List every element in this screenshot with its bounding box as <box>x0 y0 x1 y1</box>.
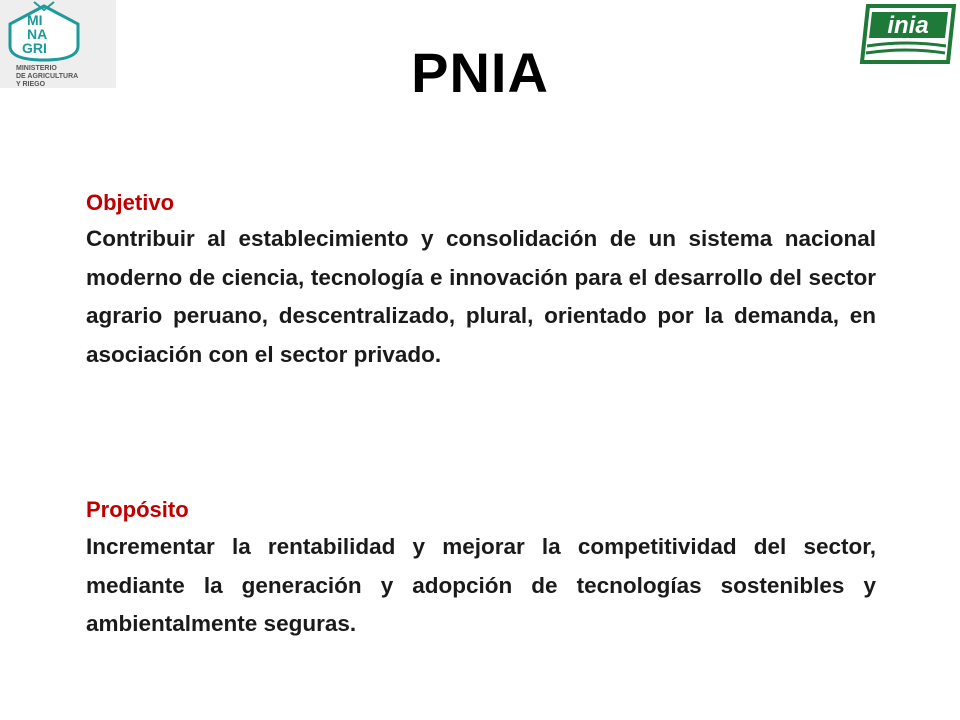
minagri-logo-subtitle-1: MINISTERIO <box>16 65 57 72</box>
minagri-logo-text-1: MI <box>27 12 43 28</box>
minagri-logo-subtitle-2: DE AGRICULTURA <box>16 73 79 80</box>
objetivo-body: Contribuir al establecimiento y consolidación de un sistema nacional moderno de ciencia, tecnología e innovación para el desarrollo del sector agrario peruano, descentralizado, plural, orientado por la demanda, en asociación con el sector privado. <box>86 226 876 367</box>
proposito-body: Incrementar la rentabilidad y mejorar la competitividad del sector, mediante la generación y adopción de tecnologías sostenibles y ambientalmente seguras. <box>86 534 876 636</box>
page-title: PNIA <box>411 41 549 104</box>
minagri-logo-subtitle-3: Y RIEGO <box>16 81 46 88</box>
minagri-logo-text-3: GRI <box>22 40 47 56</box>
inia-logo-text: inia <box>887 12 929 39</box>
objetivo-heading: Objetivo <box>86 190 175 215</box>
proposito-heading: Propósito <box>86 497 189 522</box>
minagri-logo-text-2: NA <box>27 26 48 42</box>
